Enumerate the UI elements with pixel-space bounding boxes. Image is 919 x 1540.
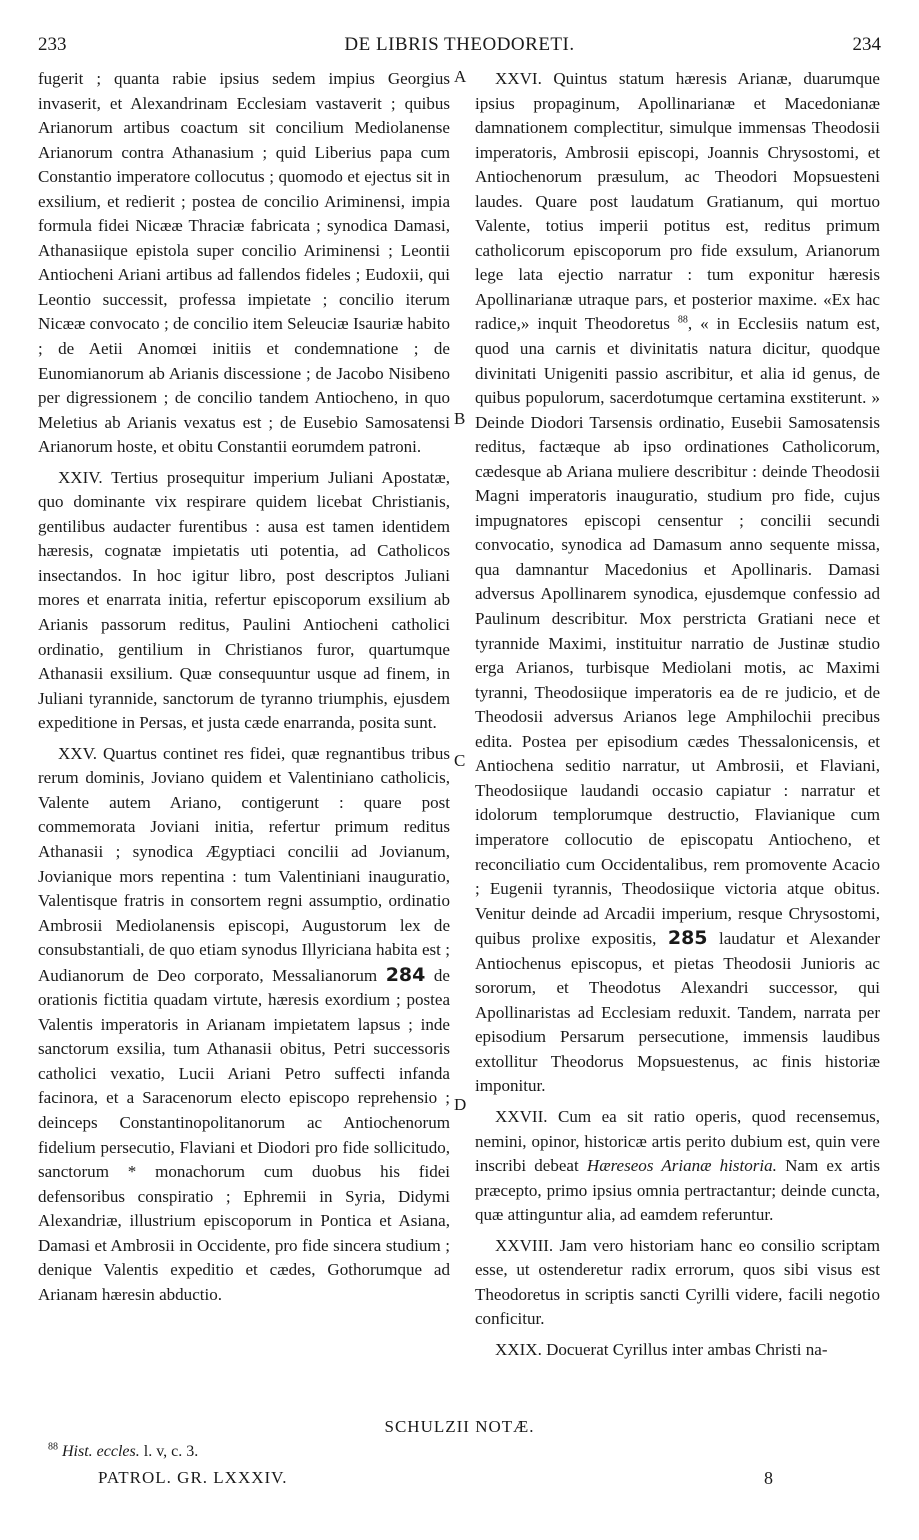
section-xxv-text-a: XXV. Quartus continet res fidei, quæ regnantibus tribus rerum dominis, Joviano quidem et Valentiniano catholicis, Valente autem Ariano, contigerunt : quare post commemorata Joviani initia, refertur primum reditus Athanasii ; synodica Ægyptiaci concilii ad Jovianum, Jovianique mors repentina : tum Valentiniani inauguratio, Valentisque fratris in consortem regni assumptio, ordinatio Ambrosii Mediolanensis episcopi, Augustorum lex de consubstantiali, de quo etiam synodus Illyriciana habita est ; Audianorum de Deo corporato, Messalianorum (38, 743, 450, 985)
section-xxv (38, 742, 450, 1308)
margin-letter-c: C (454, 751, 466, 770)
footer-series: PATROL. GR. LXXXIV. (98, 1468, 288, 1487)
section-xxv-text-b: de orationis fictitia quadam virtute, hæresis exordium ; postea Valentis imperatoris in Arianam impietatem lapsus ; inde sanctorum exsilia, tum Athanasii obitus, Petri successoris catholici vexatio, Lucii Ariani Petro suffecti infanda facinora, et a Saracenorum electo episcopo reprehensio ; deinceps Constantinopolitanorum ac Antiochenorum fidelium persecutio, Flaviani et Diodori pro fide sollicitudo, sanctorum * monachorum cum duobus his fidei defensoribus conspiratio ; Ephremii in Syria, Didymi Alexandriæ, illustrium episcoporum in Pontica et Asiana, Damasi et Ambrosii in Occidente, pro fide sincera studium ; denique Valentis expeditio et cædes, Gothorumque ad Arianam hæresin abductio. (38, 965, 450, 1304)
section-xxviii: XXVIII. Jam vero historiam hanc eo consilio scriptam esse, ut ostenderetur radix errorum, quos sibi visus est Theodoretus in scriptis sancti Cyrilli videre, facili negotio conficitur. (475, 1235, 880, 1329)
footnote-reference: 88 (677, 314, 688, 326)
page-number-right: 234 (852, 34, 881, 55)
section-xxiv: XXIV. Tertius prosequitur imperium Juliani Apostatæ, quo dominante vix respirare quidem licebat Christianis, gentilibus audacter furentibus : ausa est tamen identidem hæresis, cognatæ impietatis uti potentia, ad Catholicos insectandos. In hoc igitur libro, post descriptos Juliani mores et enarrata initia, refertur episcoporum exsilium ab Arianis passorum reditus, Paulini Antiocheni catholici ordinatio, gentilium in Christianos furor, quartumque Athanasii exsilium. Quæ consequuntur usque ad finem, in Juliani tyrannide, sanctorum de tyranno triumphis, ejusdem expeditione in Persas, et justa cæde enarranda, posita sunt. (38, 467, 450, 733)
section-xxvi-text-c: laudatur et Alexander Antiochenus episcopus, et pietas Theodosii Junioris ac sororum, et Theodotus Alexandri successor, qui Apollinaristas ad Ecclesiam reduxit. Tandem, narrata per episodium Persarum persecutione, immensis laudibus extollitur Theodorus Mopsuestenus, ac finis historiæ imponitur. (475, 929, 880, 1096)
right-column (475, 67, 880, 1368)
section-xxvii-text-a: XXVII. Cum ea sit ratio operis, quod recensemus, nemini, opinor, historicæ artis perito dubium est, quin vere inscribi debeat (475, 1106, 880, 1176)
notes-heading: SCHULZII NOTÆ. (384, 1417, 535, 1436)
page-number-left: 233 (38, 34, 67, 55)
page-title: DE LIBRIS THEODORETI. (344, 34, 575, 55)
section-xxvii-title: Hæreseos Arianæ historia. (586, 1156, 777, 1176)
footnote-text: l. v, c. 3. (143, 1443, 199, 1460)
section-xxvi-text-a: XXVI. Quintus statum hæresis Arianæ, duarumque ipsius propaginum, Apollinarianæ et Macedonianæ damnationem complectitur, simulque immensas Theodosii imperatoris, Ambrosii episcopi, Joannis Chrysostomi, et Antiochenorum præsulum, ac Theodori Mopsuesteni laudes. Quare post laudatum Gratianum, qui mortuo Valente, totius imperii potitus est, reditus primum catholicorum episcoporum pro fide exsulum, Arianorum lege lata ejectio narratur : tum exponitur hæresis Apollinarianæ utraque pars, et posterior maxime. «Ex hac radice,» inquit Theodoretus (475, 69, 880, 334)
section-xxix: XXIX. Docuerat Cyrillus inter ambas Christi na- (495, 1339, 828, 1359)
running-head (38, 34, 881, 56)
margin-letter-b: B (454, 409, 466, 428)
footnote-title: Hist. eccles. (62, 1443, 140, 1460)
footnote (48, 1443, 198, 1461)
footer-signature: 8 (764, 1468, 773, 1488)
section-xxvi-text-b: , « in Ecclesiis natum est, quod una carnis et divinitatis natura dicitur, quodque divinitati Unigeniti passio ascribitur, et alia id genus, de quibus populorum, sacerdotumque certamina exstiterunt. » Deinde Diodori Tarsensis ordinatio, Eusebii Samosatensis reditus, factæque ab ipso ordinationes Catholicorum, cædesque ab Ariana muliere describitur : deinde Theodosii Magni imperatoris inauguratio, studium pro fide, cujus impugnatores episcopi censentur ; concilii secundi convocatio, synodica ad Damasum anno sequente missa, qua damnantur Macedonius et Apollinaris. Damasi adversus Apollinarem synodica, ejusdemque confessio ad Paulinum describitur. Mox perstricta Gratiani nece et tyrannide Maximi, instituitur narratio de Justinæ studio erga Arianos, turbisque Mediolani motis, ac Maximi tyranni, Theodosiique imperatoris ea de re judicio, et de Theodosii adversus Arianos lege Amphilochii precibus edita. Postea per episodium cædes Thessalonicensis, et Antiochena seditio narratur, ut Ambrosii, et Flaviani, Theodosiique laudandi occasio capiatur : narratur et idolorum templorumque destructio, Flavianique cum imperatore collocutio de episcopatu Antiocheno, et reconciliatio cum Occidentalibus, rem promovente Acacio ; Eugenii tyrannis, Theodosiique victoria atque obitus. Venitur deinde ad Arcadii imperium, resque Chrysostomi, quibus prolixe expositis, (475, 314, 880, 949)
column-number-284: 284 (385, 963, 426, 986)
footnote-number: 88 (48, 1441, 58, 1453)
column-number-285: 285 (667, 927, 708, 950)
section-xxvi (475, 67, 880, 1099)
section-xxvii-text-b: Nam ex artis præcepto, primo ipsius omnia pertractantur; deinde cuncta, quæ attinguntur alia, ad eamdem referuntur. (475, 1156, 880, 1225)
paragraph-continuation: fugerit ; quanta rabie ipsius sedem impius Georgius invaserit, et Alexandrinam Ecclesiam vastaverit ; quibus Arianorum artibus coactum sit concilium Mediolanense Arianorum contra Athanasium ; quid Liberius papa cum Constantio imperatore collocutus ; quomodo et ejectus sit in exsilium, et redierit ; postea de concilio Ariminensi, impia formula fidei Nicææ Thraciæ fabricata ; synodica Damasi, Athanasiique epistola super concilio Ariminensi ; Leontii Antiocheni Ariani artibus ad fallendos fideles ; Eudoxii, qui Leontio successit, professa impietate ; concilio iterum Nicææ convocato ; de concilio item Seleuciæ Isauriæ habito ; de Aetii Anomœi initiis et condemnatione ; de Eunomianorum ab Arianis discessione ; de Jacobo Nisibeno per digressionem ; de concilio tandem Antiocheno, in quo Meletius ab Arianis vexatus est ; de Eusebio Samosatensi Arianorum hoste, et obitu Constantii eorumdem patroni. (38, 69, 450, 457)
left-column (38, 67, 450, 1313)
margin-letter-d: D (454, 1095, 467, 1114)
section-xxvii (475, 1105, 880, 1228)
margin-letter-a: A (454, 67, 467, 86)
